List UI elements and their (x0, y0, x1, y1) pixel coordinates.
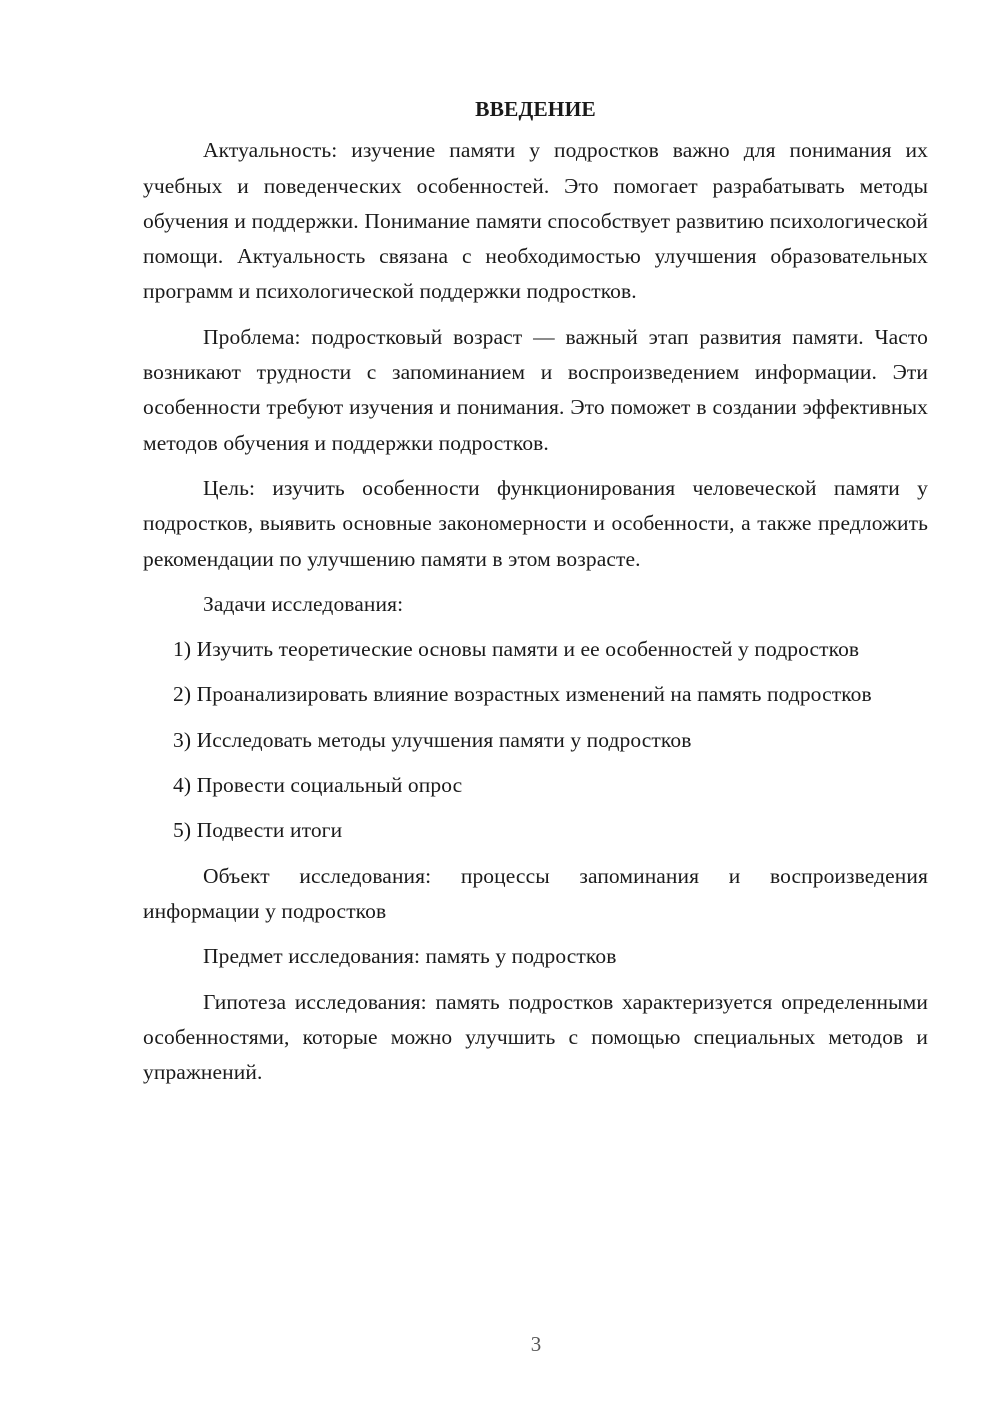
document-page (143, 92, 928, 1100)
task-item: 2) Проанализировать влияние возрастных изменений на память подростков (173, 682, 872, 707)
relevance-paragraph: Актуальность: изучение памяти у подростков важно для понимания их учебных и поведенческих особенностей. Это помогает разрабатывать методы обучения и поддержки. Понимание памяти способствует развитию психологической помощи. Актуальность связана с необходимостью улучшения образовательных программ и психологической поддержки подростков. (143, 138, 928, 304)
subject-paragraph: Предмет исследования: память у подростков (203, 944, 617, 969)
page-number: 3 (530, 1332, 542, 1356)
page-title: ВВЕДЕНИЕ (475, 97, 596, 121)
object-paragraph: Объект исследования: процессы запоминания и воспроизведения информации у подростков (143, 863, 928, 923)
goal-paragraph: Цель: изучить особенности функционирования человеческой памяти у подростков, выявить основные закономерности и особенности, а также предложить рекомендации по улучшению памяти в этом возрасте. (143, 475, 928, 571)
task-item: 3) Исследовать методы улучшения памяти у подростков (173, 727, 692, 752)
task-item: 5) Подвести итоги (173, 818, 343, 843)
task-item: 4) Провести социальный опрос (173, 773, 463, 798)
tasks-heading: Задачи исследования: (203, 591, 404, 616)
problem-paragraph: Проблема: подростковый возраст — важный этап развития памяти. Часто возникают трудности с запоминанием и воспроизведением информации. Эти особенности требуют изучения и понимания. Это поможет в создании эффективных методов обучения и поддержки подростков. (143, 324, 928, 455)
hypothesis-paragraph: Гипотеза исследования: память подростков характеризуется определенными особенностями, которые можно улучшить с помощью специальных методов и упражнений. (143, 989, 928, 1085)
task-item: 1) Изучить теоретические основы памяти и ее особенностей у подростков (173, 637, 860, 662)
